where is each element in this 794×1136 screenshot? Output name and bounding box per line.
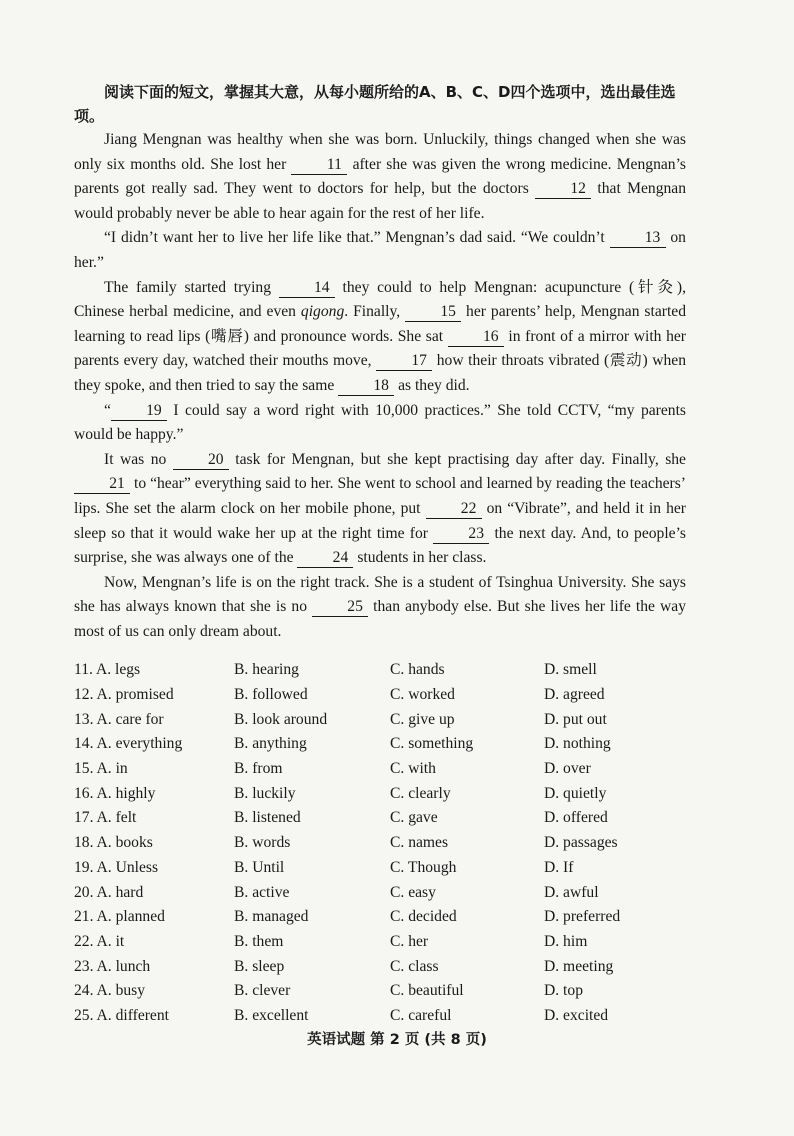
- option-d: D. top: [544, 982, 583, 1000]
- option-a: 22. A. it: [74, 932, 125, 950]
- blank-14: 14: [279, 279, 335, 298]
- passage-text: task for Mengnan, but she kept practising day after day. Finally, she: [228, 450, 686, 468]
- option-row: [74, 683, 694, 708]
- option-a: 14. A. everything: [74, 735, 183, 753]
- blank-22: 22: [426, 500, 482, 519]
- option-d: D. If: [544, 858, 574, 876]
- option-d: D. passages: [544, 834, 618, 852]
- passage-text: . Finally,: [344, 303, 406, 321]
- option-b: B. them: [234, 932, 284, 950]
- passage-text: on “Vibrate”, and held it in her sleep so that it would wake her up at the right time for: [74, 499, 687, 542]
- passage-text: Jiang Mengnan was healthy when she was born. Unluckily, things changed when she was only six months old. She lost her: [74, 131, 686, 173]
- option-row: [74, 732, 694, 757]
- option-a: 13. A. care for: [74, 710, 164, 728]
- option-d: D. excited: [544, 1006, 609, 1024]
- option-a: 16. A. highly: [74, 784, 156, 802]
- option-c: C. her: [390, 932, 429, 950]
- passage-paragraph: [74, 276, 686, 399]
- option-c: C. with: [390, 760, 436, 778]
- option-row: [74, 806, 694, 831]
- blank-21: 21: [74, 475, 130, 494]
- option-row: [74, 1004, 694, 1029]
- passage-text: on her.”: [74, 229, 686, 271]
- blank-11: 11: [291, 156, 347, 175]
- options-list: [74, 658, 694, 1028]
- blank-23: 23: [433, 525, 489, 544]
- passage-paragraph: [74, 226, 686, 275]
- option-b: B. clever: [234, 982, 291, 1000]
- blank-20: 20: [173, 451, 229, 470]
- option-c: C. beautiful: [390, 982, 464, 1000]
- option-row: [74, 979, 694, 1004]
- blank-19: 19: [111, 402, 167, 421]
- blank-18: 18: [338, 377, 394, 396]
- blank-12: 12: [535, 180, 591, 199]
- instruction-text: 阅读下面的短文，掌握其大意，从每小题所给的A、B、C、D四个选项中，选出最佳选项。: [74, 83, 676, 125]
- option-row: [74, 856, 694, 881]
- passage-text: her parents’ help, Mengnan started learning to read lips (嘴唇) and pronounce words. She sat: [74, 303, 686, 345]
- blank-25: 25: [312, 598, 368, 617]
- option-b: B. managed: [234, 908, 309, 926]
- option-c: C. easy: [390, 883, 436, 901]
- option-c: C. gave: [390, 809, 438, 827]
- option-d: D. preferred: [544, 908, 621, 926]
- option-d: D. offered: [544, 809, 608, 827]
- option-b: B. sleep: [234, 957, 285, 975]
- option-a: 11. A. legs: [74, 661, 141, 679]
- option-a: 24. A. busy: [74, 982, 146, 1000]
- passage-text: how their throats vibrated (震动) when they spoke, and then tried to say the same: [74, 352, 687, 394]
- option-c: C. names: [390, 834, 449, 852]
- passage-text: to “hear” everything said to her. She went to school and learned by reading the teachers’ lips. She set the alarm clock on her mobile phone, put: [74, 475, 686, 517]
- passage-text: “I didn’t want her to live her life like that.” Mengnan’s dad said. “We couldn’t: [104, 229, 610, 247]
- blank-15: 15: [405, 303, 461, 322]
- passage-text: Now, Mengnan’s life is on the right track. She is a student of Tsinghua University. She says she has always known that she is no: [74, 573, 686, 616]
- option-a: 18. A. books: [74, 834, 153, 852]
- passage-paragraph: [74, 448, 686, 571]
- option-row: [74, 954, 694, 979]
- option-row: [74, 757, 694, 782]
- blank-17: 17: [376, 352, 432, 371]
- option-b: B. excellent: [234, 1006, 309, 1024]
- option-a: 21. A. planned: [74, 908, 165, 926]
- option-b: B. anything: [234, 735, 307, 753]
- option-d: D. over: [544, 760, 591, 778]
- cloze-passage: [74, 128, 686, 644]
- option-d: D. agreed: [544, 686, 605, 704]
- passage-text: It was no: [104, 450, 173, 468]
- option-c: C. something: [390, 735, 474, 753]
- option-a: 15. A. in: [74, 760, 128, 778]
- blank-24: 24: [297, 549, 353, 568]
- option-d: D. meeting: [544, 957, 614, 975]
- option-c: C. Though: [390, 858, 457, 876]
- option-row: [74, 930, 694, 955]
- passage-text: after she was given the wrong medicine. Mengnan’s parents got really sad. They went to doctors for help, but the doctors: [74, 155, 686, 198]
- passage-paragraph: [74, 571, 686, 645]
- passage-text: in front of a mirror with her parents every day, watched their mouths move,: [74, 327, 686, 370]
- passage-text: students in her class.: [353, 549, 487, 567]
- passage-text: I could say a word right with 10,000 practices.” She told CCTV, “my parents would be happy.”: [74, 401, 686, 444]
- option-a: 17. A. felt: [74, 809, 137, 827]
- option-a: 12. A. promised: [74, 686, 174, 704]
- option-row: [74, 905, 694, 930]
- option-a: 25. A. different: [74, 1006, 169, 1024]
- option-d: D. him: [544, 932, 588, 950]
- passage-text: as they did.: [394, 376, 470, 394]
- option-a: 19. A. Unless: [74, 858, 159, 876]
- option-b: B. from: [234, 760, 283, 778]
- option-b: B. words: [234, 834, 291, 852]
- passage-text: than anybody else. But she lives her life the way most of us can only dream about.: [74, 598, 686, 640]
- italic-term: qigong: [300, 303, 345, 321]
- option-d: D. quietly: [544, 784, 607, 802]
- option-c: C. class: [390, 957, 439, 975]
- passage-text: “: [104, 401, 111, 419]
- option-b: B. active: [234, 883, 290, 901]
- option-b: B. hearing: [234, 661, 299, 679]
- option-c: C. clearly: [390, 784, 451, 802]
- option-a: 20. A. hard: [74, 883, 144, 901]
- option-d: D. put out: [544, 710, 607, 728]
- passage-paragraph: [74, 399, 686, 448]
- option-c: C. hands: [390, 661, 445, 679]
- option-d: D. smell: [544, 661, 597, 679]
- passage-text: that Mengnan would probably never be able to hear again for the rest of her life.: [74, 180, 687, 222]
- option-c: C. give up: [390, 710, 455, 728]
- option-row: [74, 831, 694, 856]
- option-a: 23. A. lunch: [74, 957, 151, 975]
- option-row: [74, 707, 694, 732]
- passage-text: they could to help Mengnan: acupuncture (针灸), Chinese herbal medicine, and even: [74, 278, 686, 321]
- option-c: C. careful: [390, 1006, 452, 1024]
- option-d: D. awful: [544, 883, 599, 901]
- option-b: B. listened: [234, 809, 301, 827]
- option-c: C. decided: [390, 908, 457, 926]
- option-d: D. nothing: [544, 735, 611, 753]
- passage-text: the next day. And, to people’s surprise, she was always one of the: [74, 524, 686, 567]
- option-row: [74, 781, 694, 806]
- option-b: B. Until: [234, 858, 285, 876]
- option-row: [74, 880, 694, 905]
- option-b: B. look around: [234, 710, 328, 728]
- blank-16: 16: [448, 328, 504, 347]
- passage-paragraph: [74, 128, 686, 226]
- option-b: B. luckily: [234, 784, 296, 802]
- option-row: [74, 658, 694, 683]
- option-c: C. worked: [390, 686, 455, 704]
- blank-13: 13: [610, 229, 666, 248]
- option-b: B. followed: [234, 686, 308, 704]
- page-footer: 英语试题 第 2 页 (共 8 页): [307, 1032, 487, 1048]
- passage-text: The family started trying: [104, 278, 279, 296]
